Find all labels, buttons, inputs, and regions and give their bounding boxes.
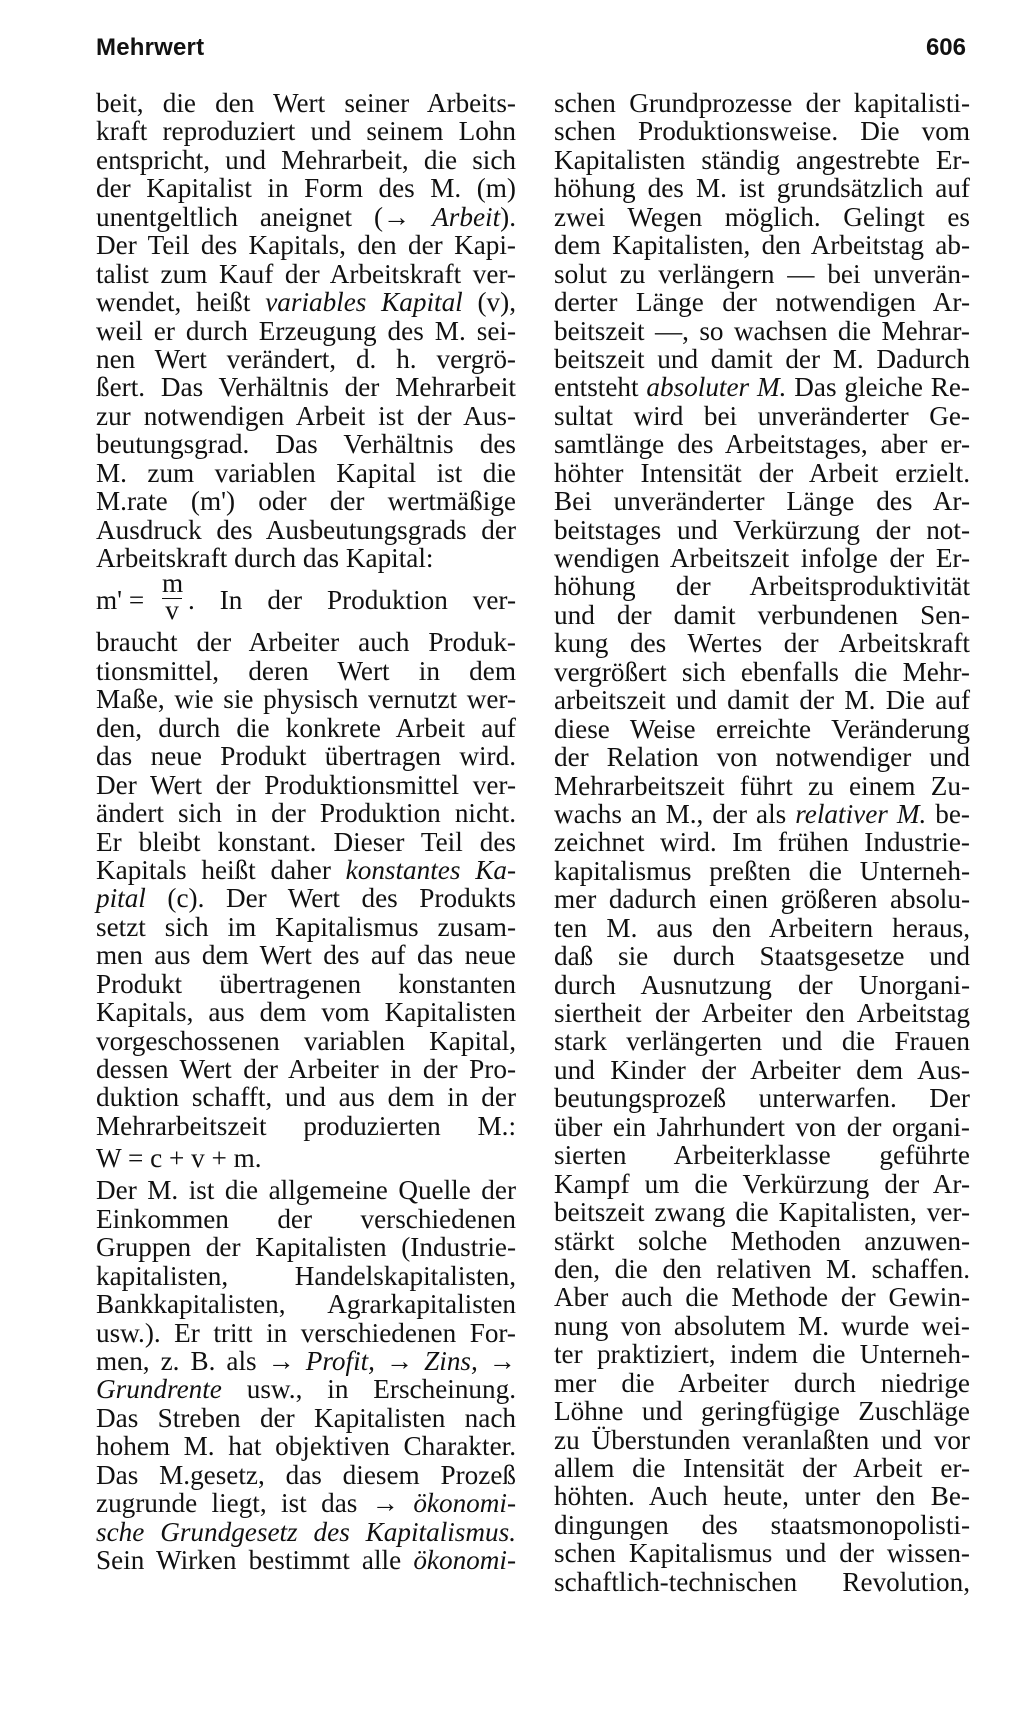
text-line: beit, die den Wert seiner Arbeits- bbox=[96, 88, 516, 118]
text-line: zu Überstunden veranlaßten und vor bbox=[554, 1424, 970, 1455]
left-paragraph-2 bbox=[96, 628, 516, 1140]
text-line: ändert sich in der Produktion nicht. bbox=[96, 798, 516, 829]
text-line: Löhne und geringfügige Zuschläge bbox=[554, 1396, 970, 1427]
text-line: braucht der Arbeiter auch Produk- bbox=[96, 627, 516, 658]
text-line: dingungen des staatsmonopolisti- bbox=[554, 1509, 970, 1540]
formula-continuation: . In der Produktion ver- bbox=[188, 585, 516, 616]
text-line: hohem M. hat objektiven Charakter. bbox=[96, 1431, 516, 1462]
text-line: talist zum Kauf der Arbeitskraft ver- bbox=[96, 258, 516, 289]
text-line: und der damit verbundenen Sen- bbox=[554, 599, 970, 630]
text-line: Mehrarbeitszeit produzierten M.: bbox=[96, 1110, 516, 1141]
text-line: Bei unveränderter Länge des Ar- bbox=[554, 486, 970, 517]
text-line: Der Wert der Produktionsmittel ver- bbox=[96, 769, 516, 800]
text-line: Kampf um die Verkürzung der Ar- bbox=[554, 1168, 970, 1199]
text-line: ter praktiziert, indem die Unterneh- bbox=[554, 1339, 970, 1370]
text-line: den, die den relativen M. schaffen. bbox=[554, 1253, 970, 1284]
text-line: Bankkapitalisten, Agrarkapitalisten bbox=[96, 1289, 516, 1320]
text-line: mer die Arbeiter durch niedrige bbox=[554, 1367, 970, 1398]
text-line: schaftlich-technischen Revolution, bbox=[554, 1566, 970, 1597]
text-line: Der Teil des Kapitals, den der Kapi- bbox=[96, 230, 516, 261]
text-line: Er bleibt konstant. Dieser Teil des bbox=[96, 826, 516, 857]
right-paragraph bbox=[554, 89, 970, 1596]
text-line: sultat wird bei unveränderter Ge- bbox=[554, 400, 970, 431]
text-line: beitszeit zwang die Kapitalisten, ver- bbox=[554, 1197, 970, 1228]
text-line: vorgeschossenen variablen Kapital, bbox=[96, 1025, 516, 1056]
text-line: der Relation von notwendiger und bbox=[554, 742, 970, 773]
left-paragraph-3 bbox=[96, 1176, 516, 1574]
text-line: schen Grundprozesse der kapitalisti- bbox=[554, 88, 970, 118]
running-head-title: Mehrwert bbox=[96, 34, 205, 61]
text-line: mer dadurch einen größeren absolu- bbox=[554, 884, 970, 915]
text-line: tionsmittel, deren Wert in dem bbox=[96, 655, 516, 686]
text-line: der Kapitalist in Form des M. (m) bbox=[96, 173, 516, 204]
text-line: dem Kapitalisten, den Arbeitstag ab- bbox=[554, 230, 970, 261]
left-column bbox=[96, 89, 516, 1574]
text-line: solut zu verlängern — bei unverän- bbox=[554, 258, 970, 289]
page-number: 606 bbox=[925, 34, 966, 61]
text-line: sierten Arbeiterklasse geführte bbox=[554, 1140, 970, 1171]
text-line: dessen Wert der Arbeiter in der Pro- bbox=[96, 1054, 516, 1084]
text-line: Maße, wie sie physisch vernutzt wer- bbox=[96, 684, 516, 715]
text-line: den, durch die konkrete Arbeit auf bbox=[96, 712, 516, 743]
text-line: höhten. Auch heute, unter den Be- bbox=[554, 1481, 970, 1512]
text-line: Einkommen der verschiedenen bbox=[96, 1203, 516, 1234]
text-line: M.rate (m') oder der wertmäßige bbox=[96, 486, 516, 517]
text-line: und Kinder der Arbeiter dem Aus- bbox=[554, 1054, 970, 1085]
text-line: entspricht, und Mehrarbeit, die sich bbox=[96, 144, 516, 175]
text-line: nen Wert verändert, d. h. vergrö- bbox=[96, 343, 516, 374]
text-line: Mehrarbeitszeit führt zu einem Zu- bbox=[554, 770, 970, 801]
text-line: nung von absolutem M. wurde wei- bbox=[554, 1310, 970, 1341]
text-line: wendet, heißt variables Kapital (v), bbox=[96, 287, 516, 318]
text-line: Sein Wirken bestimmt alle ökonomi- bbox=[96, 1545, 516, 1575]
fraction-numerator: m bbox=[162, 568, 184, 599]
text-line: zeichnet wird. Im frühen Industrie- bbox=[554, 827, 970, 858]
text-line: schen Kapitalismus und der wissen- bbox=[554, 1538, 970, 1569]
text-line: Kapitalisten ständig angestrebte Er- bbox=[554, 144, 970, 175]
text-line: ten M. aus den Arbeitern heraus, bbox=[554, 912, 970, 943]
text-line: wachs an M., der als relativer M. be- bbox=[554, 798, 970, 829]
text-line: durch Ausnutzung der Unorgani- bbox=[554, 969, 970, 1000]
text-line: höhung der Arbeitsproduktivität bbox=[554, 571, 970, 602]
text-line: Ausdruck des Ausbeutungsgrads der bbox=[96, 514, 516, 545]
text-line: M. zum variablen Kapital ist die bbox=[96, 457, 516, 488]
text-line: sche Grundgesetz des Kapitalismus. bbox=[96, 1516, 516, 1547]
text-line: men aus dem Wert des auf das neue bbox=[96, 940, 516, 971]
text-line: Kapitals heißt daher konstantes Ka- bbox=[96, 854, 517, 885]
text-line: siertheit der Arbeiter den Arbeitstag bbox=[554, 998, 970, 1028]
text-line: usw.). Er tritt in verschiedenen For- bbox=[96, 1317, 516, 1348]
text-line: stärkt solche Methoden anzuwen- bbox=[554, 1225, 970, 1256]
text-line: beutungsgrad. Das Verhältnis des bbox=[96, 429, 516, 460]
text-line: duktion schafft, und aus dem in der bbox=[96, 1082, 516, 1113]
text-line: kapitalismus preßten die Unterneh- bbox=[554, 855, 970, 886]
text-line: über ein Jahrhundert von der organi- bbox=[554, 1111, 970, 1142]
text-line: entsteht absoluter M. Das gleiche Re- bbox=[554, 372, 970, 403]
right-column bbox=[554, 89, 970, 1596]
text-line: zwei Wegen möglich. Gelingt es bbox=[554, 201, 970, 232]
text-line: unentgeltlich aneignet (→ Arbeit). bbox=[96, 201, 516, 232]
text-line: Das Streben der Kapitalisten nach bbox=[96, 1402, 516, 1433]
text-line: men, z. B. als → Profit, → Zins, → bbox=[96, 1345, 516, 1376]
text-line: kraft reproduziert und seinem Lohn bbox=[96, 116, 516, 147]
text-line: höhter Intensität der Arbeit erzielt. bbox=[554, 457, 970, 488]
text-line: höhung des M. ist grundsätzlich auf bbox=[554, 173, 970, 204]
left-paragraph-1 bbox=[96, 89, 516, 572]
text-line: das neue Produkt übertragen wird. bbox=[96, 741, 516, 772]
text-line: kapitalisten, Handelskapitalisten, bbox=[96, 1260, 516, 1291]
text-line: beitszeit und damit der M. Dadurch bbox=[554, 343, 970, 374]
text-line: samtlänge des Arbeitstages, aber er- bbox=[554, 429, 970, 460]
text-line: wendigen Arbeitszeit infolge der Er- bbox=[554, 543, 970, 573]
text-line: pital (c). Der Wert des Produkts bbox=[96, 883, 516, 914]
fraction-denominator: v bbox=[165, 595, 179, 626]
text-line: ßert. Das Verhältnis der Mehrarbeit bbox=[96, 372, 516, 403]
fraction-m-over-v bbox=[162, 568, 184, 626]
text-line: diese Weise erreichte Veränderung bbox=[554, 713, 970, 744]
text-line: Arbeitskraft durch das Kapital: bbox=[96, 543, 434, 573]
text-line: weil er durch Erzeugung des M. sei- bbox=[96, 315, 516, 346]
formula-mehrwertrate bbox=[96, 568, 516, 628]
text-line: daß sie durch Staatsgesetze und bbox=[554, 941, 970, 972]
text-line: Das M.gesetz, das diesem Prozeß bbox=[96, 1459, 516, 1490]
text-line: beutungsprozeß unterwarfen. Der bbox=[554, 1083, 970, 1114]
formula-total-value: W = c + v + m. bbox=[96, 1143, 262, 1174]
text-line: Kapitals, aus dem vom Kapitalisten bbox=[96, 997, 516, 1028]
text-line: Der M. ist die allgemeine Quelle der bbox=[96, 1175, 516, 1206]
text-line: schen Produktionsweise. Die vom bbox=[554, 116, 970, 147]
text-line: kung des Wertes der Arbeitskraft bbox=[554, 628, 970, 659]
text-line: Grundrente usw., in Erscheinung. bbox=[96, 1374, 516, 1405]
text-line: Gruppen der Kapitalisten (Industrie- bbox=[96, 1232, 516, 1263]
text-line: zugrunde liegt, ist das → ökonomi- bbox=[96, 1488, 516, 1519]
text-line: beitstages und Verkürzung der not- bbox=[554, 514, 970, 545]
text-line: beitszeit —, so wachsen die Mehrar- bbox=[554, 315, 970, 346]
text-line: Produkt übertragenen konstanten bbox=[96, 968, 516, 999]
text-line: setzt sich im Kapitalismus zusam- bbox=[96, 911, 516, 942]
text-line: allem die Intensität der Arbeit er- bbox=[554, 1453, 970, 1483]
text-line: vergrößert sich ebenfalls die Mehr- bbox=[554, 656, 970, 687]
text-line: arbeitszeit und damit der M. Die auf bbox=[554, 685, 970, 716]
text-line: stark verlängerten und die Frauen bbox=[554, 1026, 970, 1057]
text-line: zur notwendigen Arbeit ist der Aus- bbox=[96, 400, 516, 431]
text-line: Aber auch die Methode der Gewin- bbox=[554, 1282, 970, 1313]
text-line: derter Länge der notwendigen Ar- bbox=[554, 287, 970, 318]
formula-lhs: m' = bbox=[96, 585, 145, 616]
